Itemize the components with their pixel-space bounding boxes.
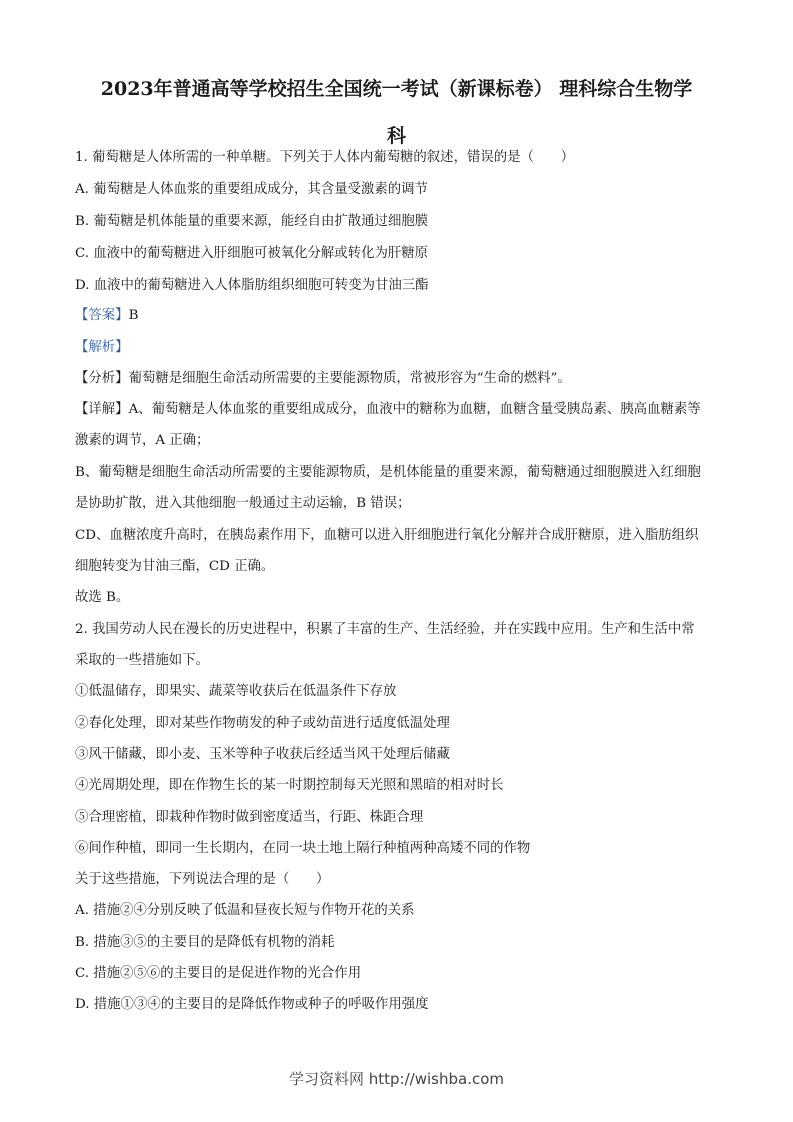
q1-xiangjie-5: CD、血糖浓度升高时，在胰岛素作用下，血糖可以进入肝细胞进行氧化分解并合成肝糖原，进入脂肪组织	[75, 528, 699, 543]
xiangjie-text-1: A、葡萄糖是人体血浆的重要组成成分，血液中的糖称为血糖，血糖含量受胰岛素、胰高血糖素等	[128, 402, 701, 417]
q1-xiangjie-6: 细胞转变为甘油三酯，CD 正确。	[75, 559, 275, 574]
footer-watermark: 学习资料网 http://wishba.com	[289, 1070, 504, 1088]
q1-option-a: A. 葡萄糖是人体血浆的重要组成成分，其含量受激素的调节	[75, 182, 428, 197]
q1-stem: 1. 葡萄糖是人体所需的一种单糖。下列关于人体内葡萄糖的叙述，错误的是（ ）	[75, 150, 575, 165]
q1-xiangjie-3: B、葡萄糖是细胞生命活动所需要的主要能源物质，是机体能量的重要来源，葡萄糖通过细胞膜进入红细胞	[75, 465, 701, 480]
q2-measure-1: ①低温储存，即果实、蔬菜等收获后在低温条件下存放	[75, 684, 397, 699]
q1-xiangjie-2: 激素的调节，A 正确；	[75, 433, 210, 448]
q1-jiexi	[75, 338, 731, 358]
q2-measure-6: ⑥间作种植，即同一生长期内，在同一块土地上隔行种植两种高矮不同的作物	[75, 841, 531, 856]
q2-option-b: B. 措施③⑤的主要目的是降低有机物的消耗	[75, 935, 335, 950]
q2-option-c: C. 措施②⑤⑥的主要目的是促进作物的光合作用	[75, 966, 362, 981]
q1-option-c: C. 血液中的葡萄糖进入肝细胞可被氧化分解或转化为肝糖原	[75, 246, 429, 261]
q2-option-a: A. 措施②④分别反映了低温和昼夜长短与作物开花的关系	[75, 903, 415, 918]
answer-label: 【答案】	[75, 308, 129, 323]
q1-fenxi	[75, 369, 731, 389]
q1-answer	[75, 306, 731, 326]
q2-measure-5: ⑤合理密植，即栽种作物时做到密度适当，行距、株距合理	[75, 810, 424, 825]
q1-xiangjie-4: 是协助扩散，进入其他细胞一般通过主动运输，B 错误；	[75, 496, 411, 511]
title-line-1: 2023年普通高等学校招生全国统一考试（新课标卷） 理科综合生物学	[100, 78, 693, 100]
q2-option-d: D. 措施①③④的主要目的是降低作物或种子的呼吸作用强度	[75, 997, 429, 1012]
jiexi-label: 【解析】	[75, 340, 129, 355]
q2-stem-1: 2. 我国劳动人民在漫长的历史进程中，积累了丰富的生产、生活经验，并在实践中应用。生产和生活中常	[75, 622, 695, 637]
fenxi-label: 【分析】	[75, 371, 129, 386]
answer-value: B	[128, 308, 139, 323]
fenxi-text: 葡萄糖是细胞生命活动所需要的主要能源物质，常被形容为“生命的燃料”。	[128, 371, 571, 386]
q2-measure-3: ③风干储藏，即小麦、玉米等种子收获后经适当风干处理后储藏	[75, 747, 450, 762]
title-line-2: 科	[386, 125, 406, 147]
q1-conclusion: 故选 B。	[75, 590, 130, 605]
xiangjie-label: 【详解】	[75, 402, 129, 417]
q2-measure-2: ②春化处理，即对某些作物萌发的种子或幼苗进行适度低温处理	[75, 716, 450, 731]
q1-option-d: D. 血液中的葡萄糖进入人体脂肪组织细胞可转变为甘油三酯	[75, 278, 429, 293]
q1-option-b: B. 葡萄糖是机体能量的重要来源，能经自由扩散通过细胞膜	[75, 214, 429, 229]
q2-question: 关于这些措施，下列说法合理的是（ ）	[75, 872, 330, 887]
q1-xiangjie-1	[75, 400, 731, 420]
q2-measure-4: ④光周期处理，即在作物生长的某一时期控制每天光照和黑暗的相对时长	[75, 778, 504, 793]
page-title	[60, 66, 733, 160]
q2-stem-2: 采取的一些措施如下。	[75, 653, 209, 668]
